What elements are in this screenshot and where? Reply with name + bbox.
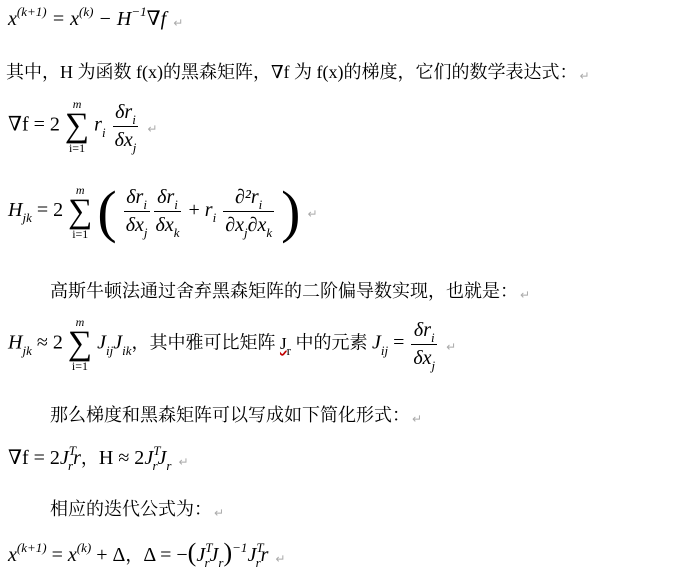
summation-symbol: m ∑ i=1 xyxy=(68,182,93,241)
equation-hessian: $H_{jk} = 2$ m ∑ i=1 ( $\frac{\delta r_i}{\delta x_j}$ $\frac{\delta r_i}{\delta x_k}$ + $r_i$ $\frac{\partial^2r_i}{\partial x_j\partial x_k}$ ) ↵ xyxy=(8,179,318,244)
paragraph-hessian-gradient: 其中，H 为函数 f(x)的黑森矩阵，∇f 为 f(x)的梯度，它们的数学表达式： ↵ xyxy=(6,62,590,83)
return-mark-icon: ↵ xyxy=(147,121,158,136)
paragraph-gauss-newton: 高斯牛顿法通过舍弃黑森矩阵的二阶偏导数实现，也就是： ↵ xyxy=(50,281,531,302)
return-mark-icon: ↵ xyxy=(412,412,423,426)
return-mark-icon: ↵ xyxy=(520,288,531,302)
equation-simplified: $\nabla f = 2J^T_rr$，$H \approx 2J^T_rJ_r$ ↵ xyxy=(8,443,189,473)
fraction: $\frac{\partial^2r_i}{\partial x_j\partial x_k}$ xyxy=(225,186,273,240)
summation-symbol: m ∑ i=1 xyxy=(64,97,90,155)
fraction: $\frac{\delta r_i}{\delta x_j}$ xyxy=(125,186,148,240)
fraction: $\frac{\delta r_i}{\delta x_k}$ xyxy=(155,186,180,240)
equation-newton-iteration: $x^{(k+1)} = x^{(k)} - H^{-1}\nabla f$ ↵ xyxy=(8,4,184,30)
return-mark-icon: ↵ xyxy=(579,69,590,83)
return-mark-icon: ↵ xyxy=(214,506,225,520)
return-mark-icon: ↵ xyxy=(446,339,457,354)
equation-gauss-newton-iteration: $x^{(k+1)} = x^{(k)} + \Delta$，$\Delta = -(J^T_rJ_r)^{-1}J^T_rr$ ↵ xyxy=(8,538,286,570)
fraction: $\frac{\delta r_i}{\delta x_j}$ xyxy=(413,318,436,373)
return-mark-icon: ↵ xyxy=(173,16,184,30)
jacobian-symbol: $J_r$ xyxy=(279,333,291,358)
return-mark-icon: ↵ xyxy=(307,207,318,222)
return-mark-icon: ↵ xyxy=(275,552,286,566)
paragraph-simplified-form: 那么梯度和黑森矩阵可以写成如下简化形式： ↵ xyxy=(50,405,423,426)
equation-hessian-approximation: $H_{jk} \approx 2$ m ∑ i=1 $J_{ij}J_{ik}$，其中雅可比矩阵 $J_r$ 中的元素 $J_{ij}$ = $\frac{\delta r_i}{\delta x_j}$ ↵ xyxy=(8,315,457,373)
paragraph-iteration-formula: 相应的迭代公式为： ↵ xyxy=(50,499,225,520)
return-mark-icon: ↵ xyxy=(178,455,189,469)
equation-gradient: ∇f = 2 m ∑ i=1 $r_i$ $\frac{\delta r_i}{\delta x_j}$ ↵ xyxy=(8,97,158,155)
fraction: $\frac{\delta r_i}{\delta x_j}$ xyxy=(114,100,137,155)
summation-symbol: m ∑ i=1 xyxy=(67,315,93,373)
